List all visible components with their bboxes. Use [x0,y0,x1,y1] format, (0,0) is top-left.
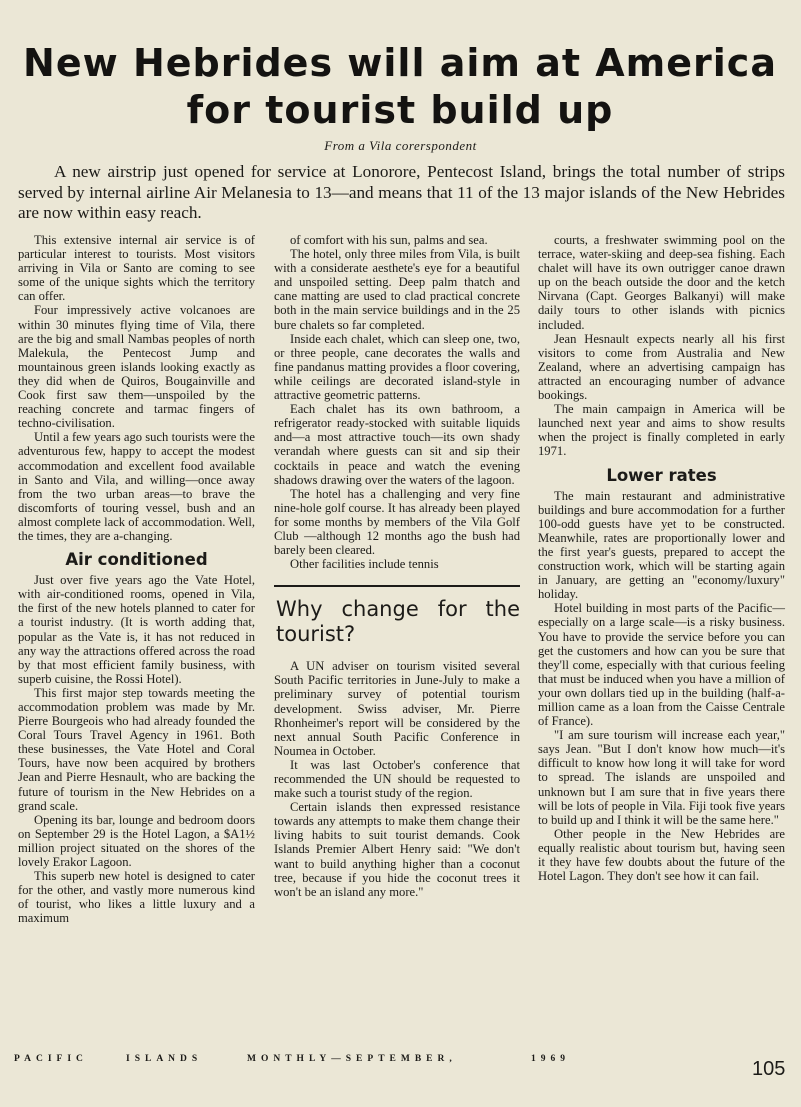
footer-issue-month: MONTHLY—SEPTEMBER, [247,1054,457,1064]
sidebar-paragraph: Certain islands then expressed resistance towards any attempts to make them change their living habits to suit tourist demands. Cook Islands Premier Albert Henry said: "We don't want to build anything higher than a coconut tree, because if you hide the coconut trees it won't be an island any more." [274,800,520,899]
paragraph: This first major step towards meeting the accommodation problem was made by Mr. Pierre Bourgeois who had already founded the Coral Tours Travel Agency in 1961. Both these businesses, the Vate Hotel and Coral Tours, have now been acquired by brothers Jean and Pierre Hesnault, who are backing the future of tourism in the New Hebrides on a grand scale. [18,685,255,813]
paragraph: Inside each chalet, which can sleep one, two, or three people, cane decorates the walls and fine pandanus matting provides a floor covering, while ceilings are decorated island-style in attractive geometric patterns. [274,331,520,403]
paragraph: The main campaign in America will be launched next year and aims to show results when the project is finally completed in early 1971. [538,402,785,459]
byline: From a Vila corerspondent [324,138,477,153]
paragraph: Hotel building in most parts of the Pacific—especially on a large scale—is a risky business. You have to provide the service before you can get the customers and how can you be sure that they'll come, especially with that curious feeling that must be induced when you have a million of your own dollars tied up in the building (half-a-million came as a loan from the Caisse Centrale of France). [538,601,785,729]
headline [20,40,780,134]
paragraph: of comfort with his sun, palms and sea. [290,233,488,247]
paragraph: Until a few years ago such tourists were the adventurous few, happy to accept the modest accommodation and excellent food available in Santo and Vila, and willing—once away from the two urban areas—to brave the discomforts of touring vessel, bush and an almost complete lack of accommodation. Well, the times, they are a-changing. [18,430,255,543]
paragraph: The hotel, only three miles from Vila, is built with a considerate aesthete's eye for a beautiful and unspoiled setting. Deep palm thatch and cane matting are used to clad practical concrete both in the main service buildings and in the 25 bure chalets so far completed. [274,247,520,332]
paragraph: Just over five years ago the Vate Hotel, with air-conditioned rooms, opened in Vila, the first of the new hotels planned to cater for a tourist industry. (It is worth adding that, popular as the Vate is, it has not reduced in any way the attractions offered across the road by that most efficient family business, with superb cuisine, the Rossi Hotel). [18,573,255,686]
sidebar-title: Why change for the tourist? [276,597,520,647]
paragraph: Each chalet has its own bathroom, a refrigerator ready-stocked with suitable liquids and—a most attractive touch—its own shady verandah where guests can sit and sip their cocktails in peace and watch the evening shadows drawing over the waters of the lagoon. [274,402,520,487]
paragraph: Four impressively active volcanoes are within 30 minutes flying time of Vila, there are the big and small Nambas peoples of north Malekula, the Pentecost Jump and mountainous green islands looking exactly as they did when de Quiros, Bougainville and Cook first saw them—unspoiled by the reaching concrete and tarmac fingers of techno-civilisation. [18,303,255,431]
headline-line-1: New Hebrides will aim at America [23,41,777,85]
column-1 [18,233,255,926]
paragraph: Other facilities include tennis [290,557,439,572]
paragraph: This superb new hotel is designed to cater for the other, and vastly more numerous kind of tourist, who likes a little luxury and a maximum [18,869,255,926]
subhead-lower-rates: Lower rates [606,465,717,485]
footer-issue-year: 1969 [531,1054,570,1064]
paragraph: This extensive internal air service is of particular interest to tourists. Most visitors arriving in Vila or Santo are coming to see some of the unique sights which the territory can offer. [18,233,255,304]
standfirst: A new airstrip just opened for service at Lonorore, Pentecost Island, brings the total number of strips served by internal airline Air Melanesia to 13—and means that 11 of the 13 major islands of the New Hebrides are now within easy reach. [18,162,785,222]
paragraph: courts, a freshwater swimming pool on the terrace, water-skiing and deep-sea fishing. Each chalet will have its own outrigger canoe drawn up on the beach outside the door and the ketch Nirvana (Capt. Georges Balkanyi) will make daily tours to other islands with picnics included. [538,233,785,332]
paragraph: The hotel has a challenging and very fine nine-hole golf course. It has already been played for some months by members of the Vila Golf Club —although 12 months ago the bush had barely been cleared. [274,486,520,558]
sidebar-paragraph: It was last October's conference that recommended the UN should be requested to make such a tourist study of the region. [274,757,520,801]
page-number: 105 [752,1058,786,1080]
subhead-air-conditioned: Air conditioned [65,550,208,570]
paragraph: "I am sure tourism will increase each year," says Jean. "But I don't know how much—it's difficult to know how long it will take for word to spread. The islands are unspoiled and unknown but I am sure that in five years there will be lots of people in Vila. Fiji took five years to build up and I think it will be the same here." [538,728,785,827]
sidebar-paragraph: A UN adviser on tourism visited several South Pacific territories in June-July to make a preliminary survey of potential tourism development. Swiss adviser, Mr. Pierre Rhonheimer's report will be considered by the next annual South Pacific Conference in Noumea in October. [274,659,520,758]
paragraph: Other people in the New Hebrides are equally realistic about tourism but, having seen it they have few doubts about the future of the Hotel Lagon. They don't see how it can fail. [538,826,785,884]
column-2 [274,233,520,899]
paragraph: Opening its bar, lounge and bedroom doors on September 29 is the Hotel Lagon, a $A1½ million project situated on the shores of the lovely Erakor Lagoon. [18,812,255,870]
footer-publication-word-1: PACIFIC [14,1054,88,1064]
sidebar-rule [274,585,520,587]
column-3 [538,233,785,883]
headline-line-2: for tourist build up [186,88,614,132]
paragraph: Jean Hesnault expects nearly all his first visitors to come from Australia and New Zealand, where an advertising campaign has attracted an encouraging number of advance bookings. [538,331,785,403]
footer-publication-word-2: ISLANDS [126,1054,203,1064]
paragraph: The main restaurant and administrative buildings and bure accommodation for a further 100-odd guests have yet to be constructed. Meanwhile, rates are proportionally lower and the first year's guests, prepared to accept the construction work, which will be starting again in January, are getting an "economy/luxury" holiday. [538,488,785,602]
